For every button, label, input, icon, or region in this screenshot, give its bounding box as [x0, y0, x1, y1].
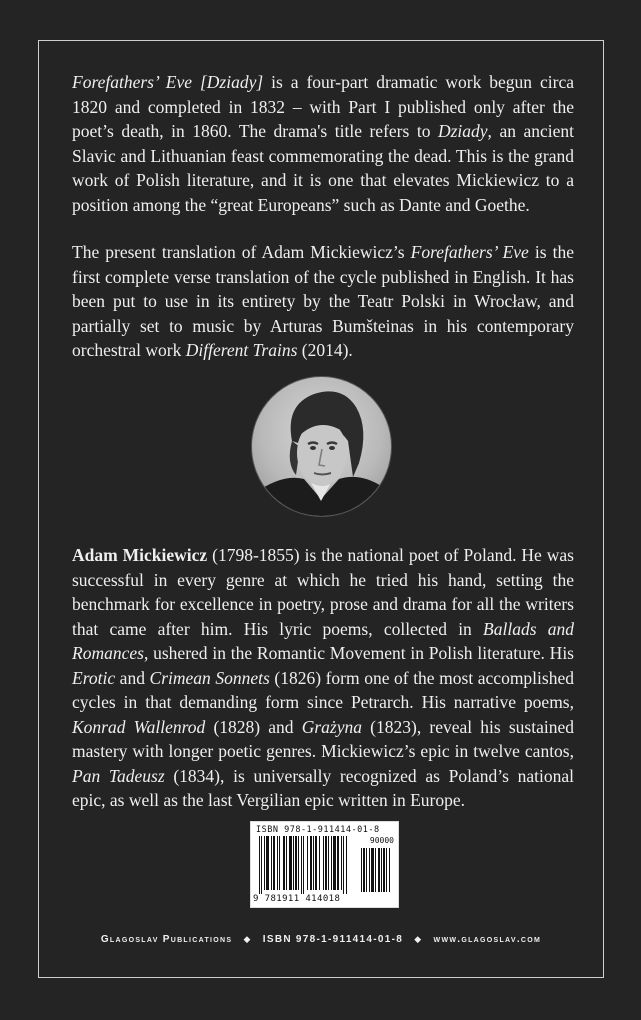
author-name-bold: Adam Mickiewicz — [72, 545, 208, 565]
translation-paragraph — [72, 240, 574, 363]
text-run: and — [115, 667, 150, 688]
title-italic: Pan Tadeusz — [72, 765, 165, 786]
text-run: , an ancient Slavic and Lithuanian feast commemorating the dead. This is the grand work of Polish literature, and it is one that elevates Mickiewicz to a position among the “great Europeans” such as Dante and Goethe. — [72, 121, 575, 215]
title-italic: Erotic — [72, 667, 116, 688]
diamond-separator-icon: ◆ — [414, 934, 423, 944]
title-italic: Crimean Sonnets — [149, 667, 270, 688]
text-run: (2014). — [297, 340, 353, 360]
text-run: (1798-1855) is the national poet of Poland. He was successful in every genre at which he tried his hand, setting the benchmark for excellence in poetry, prose and drama for all the writers that came after him. His lyric poems, collected in — [72, 545, 574, 639]
barcode-isbn-label: ISBN 978-1-911414-01-8 — [256, 825, 380, 835]
text-run: The present translation of Adam Mickiewicz’s — [72, 242, 411, 262]
author-portrait — [251, 376, 392, 517]
barcode-bars — [259, 836, 355, 894]
isbn-barcode — [250, 821, 399, 908]
work-description-paragraph — [72, 70, 574, 217]
barcode-addon-bars — [361, 848, 395, 894]
publisher-name: Glagoslav Publications — [100, 934, 233, 945]
title-italic: Different Trains — [185, 340, 298, 360]
title-italic: Ballads and Romances — [72, 618, 574, 663]
text-run: (1834), is universally recognized as Poland’s national epic, as well as the last Vergilian epic written in Europe. — [72, 765, 574, 810]
title-italic: Forefathers’ Eve — [410, 242, 529, 262]
title-italic: Grażyna — [301, 716, 362, 737]
text-run: (1828) and — [205, 716, 302, 737]
footer-line — [38, 934, 604, 945]
text-run: , ushered in the Romantic Movement in Polish literature. His — [143, 643, 574, 663]
text-run: is the first complete verse translation of the cycle published in English. It has been put to use in its entirety by the Teatr Polski in Wrocław, and partially set to music by Arturas Bumšteinas in his contemporary orchestral work — [72, 242, 574, 360]
author-biography-paragraph — [72, 543, 574, 813]
term-italic: Dziady — [437, 121, 488, 141]
barcode-ean-digits: 9 781911 414018 — [253, 894, 341, 904]
title-italic: Forefathers’ Eve [Dziady] — [72, 72, 264, 92]
title-italic: Konrad Wallenrod — [72, 716, 206, 737]
text-run: (1826) form one of the most accomplished cycles in that demanding form since Petrarch. His narrative poems, — [72, 667, 574, 712]
text-run: is a four-part dramatic work begun circa 1820 and completed in 1832 – with Part I published only after the poet’s death, in 1860. The drama's title refers to — [72, 72, 574, 141]
footer-isbn: ISBN 978-1-911414-01-8 — [262, 934, 404, 945]
publisher-website: www.glagoslav.com — [433, 934, 542, 945]
barcode-price-code: 90000 — [369, 836, 394, 845]
text-run: (1823), reveal his sustained mastery with longer poetic genres. Mickiewicz’s epic in twelve cantos, — [72, 716, 574, 761]
diamond-separator-icon: ◆ — [243, 934, 252, 944]
portrait-illustration — [252, 377, 391, 516]
